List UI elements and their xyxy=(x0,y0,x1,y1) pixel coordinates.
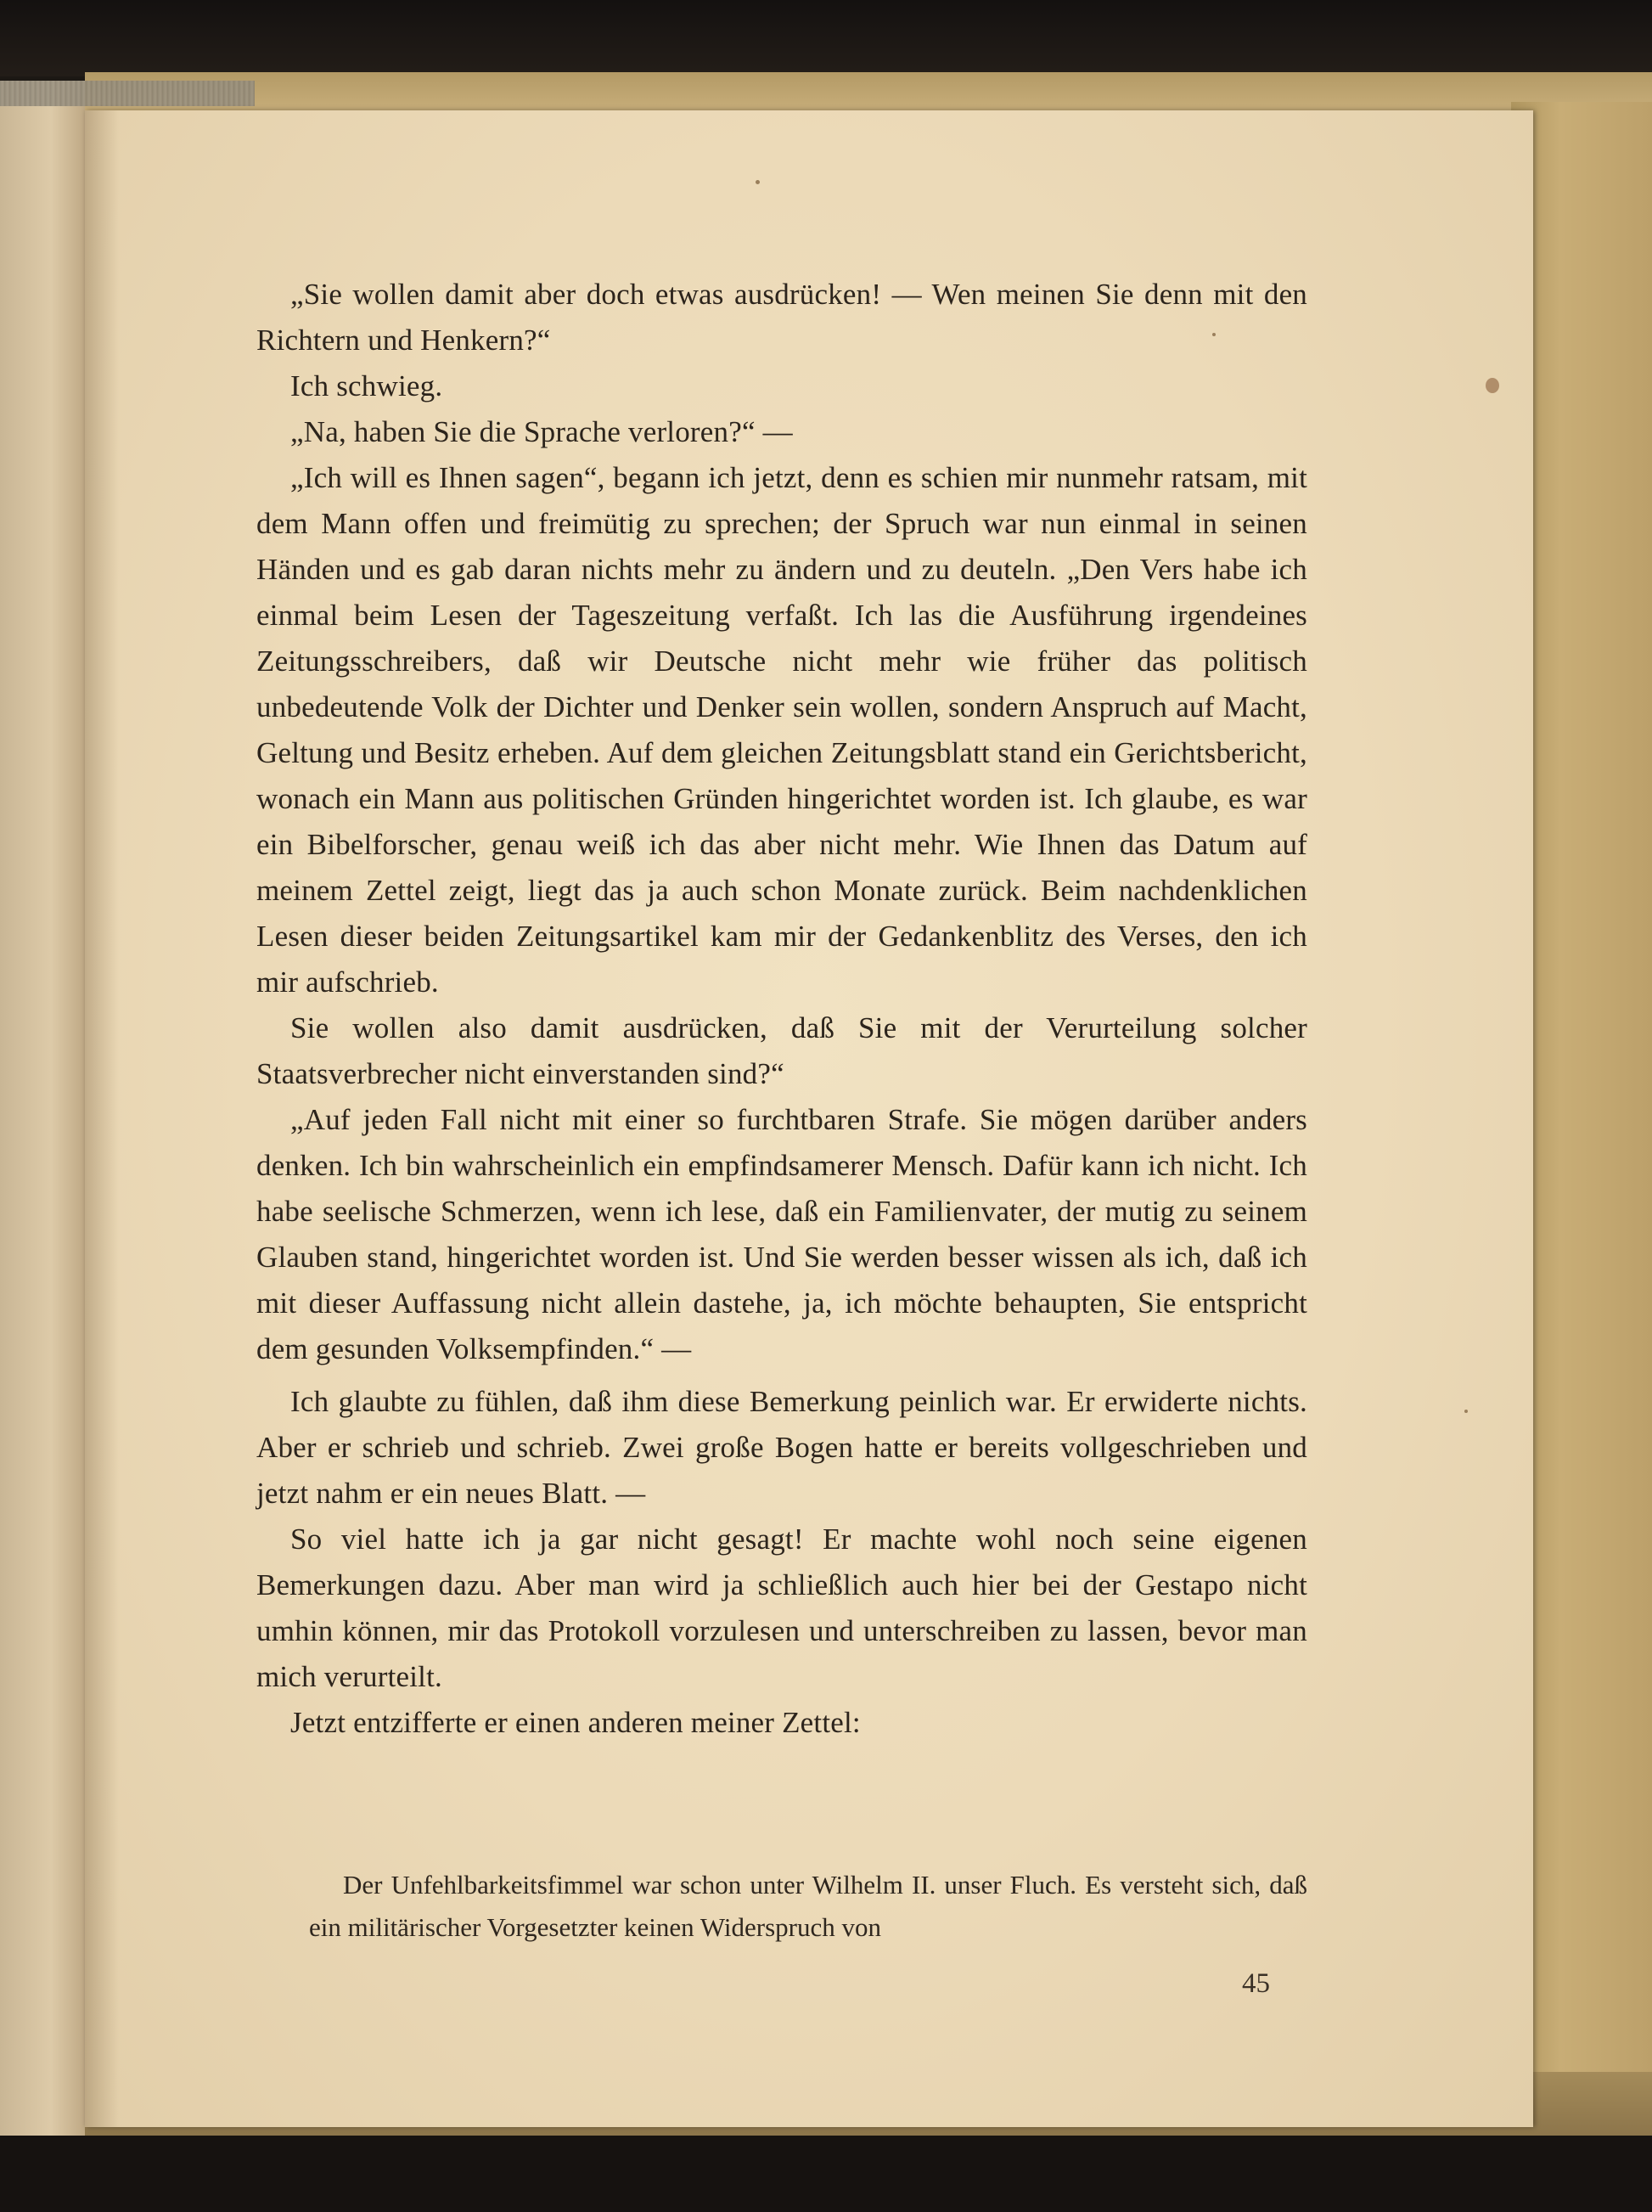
paper-speck xyxy=(1464,1410,1468,1413)
paragraph: So viel hatte ich ja gar nicht gesagt! Er machte wohl noch seine eigenen Bemerkungen dazu. Aber man wird ja schließlich auch hier bei der Gestapo nicht umhin können, mir das Protokoll vorzulesen und unterschreiben zu lassen, bevor man mich verurteilt. xyxy=(256,1523,1307,1693)
cover-board-top xyxy=(85,72,1652,110)
paper-stain xyxy=(1486,378,1499,393)
paragraph: „Ich will es Ihnen sagen“, begann ich jetzt, denn es schien mir nunmehr ratsam, mit dem Mann offen und freimütig zu sprechen; der Spruch war nun einmal in seinen Händen und es gab daran nichts mehr zu ändern und zu deuteln. „Den Vers habe ich einmal beim Lesen der Tageszeitung verfaßt. Ich las die Ausführung irgendeines Zeitungsschreibers, daß wir Deutsche nicht mehr wie früher das politisch unbedeutende Volk der Dichter und Denker sein wollen, sondern Anspruch auf Macht, Geltung und Besitz erheben. Auf dem gleichen Zeitungsblatt stand ein Gerichtsbericht, wonach ein Mann aus politischen Gründen hingerichtet worden ist. Ich glaube, es war ein Bibelforscher, genau weiß ich das aber nicht mehr. Wie Ihnen das Datum auf meinem Zettel zeigt, liegt das ja auch schon Monate zurück. Beim nachdenklichen Lesen dieser beiden Zeitungsartikel kam mir der Gedankenblitz des Verses, den ich mir aufschrieb. xyxy=(256,461,1307,999)
paragraph: „Na, haben Sie die Sprache verloren?“ — xyxy=(290,415,793,448)
paragraph: Sie wollen also damit ausdrücken, daß Sie mit der Verurteilung solcher Staatsverbrecher nicht einverstanden sind?“ xyxy=(256,1011,1307,1090)
binding-cloth xyxy=(0,81,255,106)
page-gutter-shadow xyxy=(85,110,119,2127)
paper-speck xyxy=(756,180,760,184)
paragraph: Jetzt entzifferte er einen anderen meiner Zettel: xyxy=(290,1706,861,1739)
scan-background-bottom xyxy=(0,2136,1652,2212)
scan-background-top xyxy=(0,0,1652,76)
facing-page-edge xyxy=(0,81,85,2136)
paragraph: „Sie wollen damit aber doch etwas ausdrücken! — Wen meinen Sie denn mit den Richtern und Henkern?“ xyxy=(256,278,1307,357)
paragraph: „Auf jeden Fall nicht mit einer so furchtbaren Strafe. Sie mögen darüber anders denken. Ich bin wahrscheinlich ein empfindsamerer Mensch. Dafür kann ich nicht. Ich habe seelische Schmerzen, wenn ich lese, daß ein Familienvater, der mutig zu seinem Glauben stand, hingerichtet worden ist. Und Sie werden besser wissen als ich, daß ich mit dieser Auffassung nicht allein dastehe, ja, ich möchte behaupten, Sie entspricht dem gesunden Volksempfinden.“ — xyxy=(256,1103,1307,1365)
paragraph: Ich glaubte zu fühlen, daß ihm diese Bemerkung peinlich war. Er erwiderte nichts. Aber er schrieb und schrieb. Zwei große Bogen hatte er bereits vollgeschrieben und jetzt nahm er ein neues Blatt. — xyxy=(256,1385,1307,1510)
paragraph: Ich schwieg. xyxy=(290,369,443,402)
body-text xyxy=(256,272,1307,1746)
page-number: 45 xyxy=(1242,1968,1270,1999)
block-quote: Der Unfehlbarkeitsfimmel war schon unter Wilhelm II. unser Fluch. Es versteht sich, daß ein militärischer Vorgesetzter keinen Widerspruch von xyxy=(309,1870,1307,1942)
